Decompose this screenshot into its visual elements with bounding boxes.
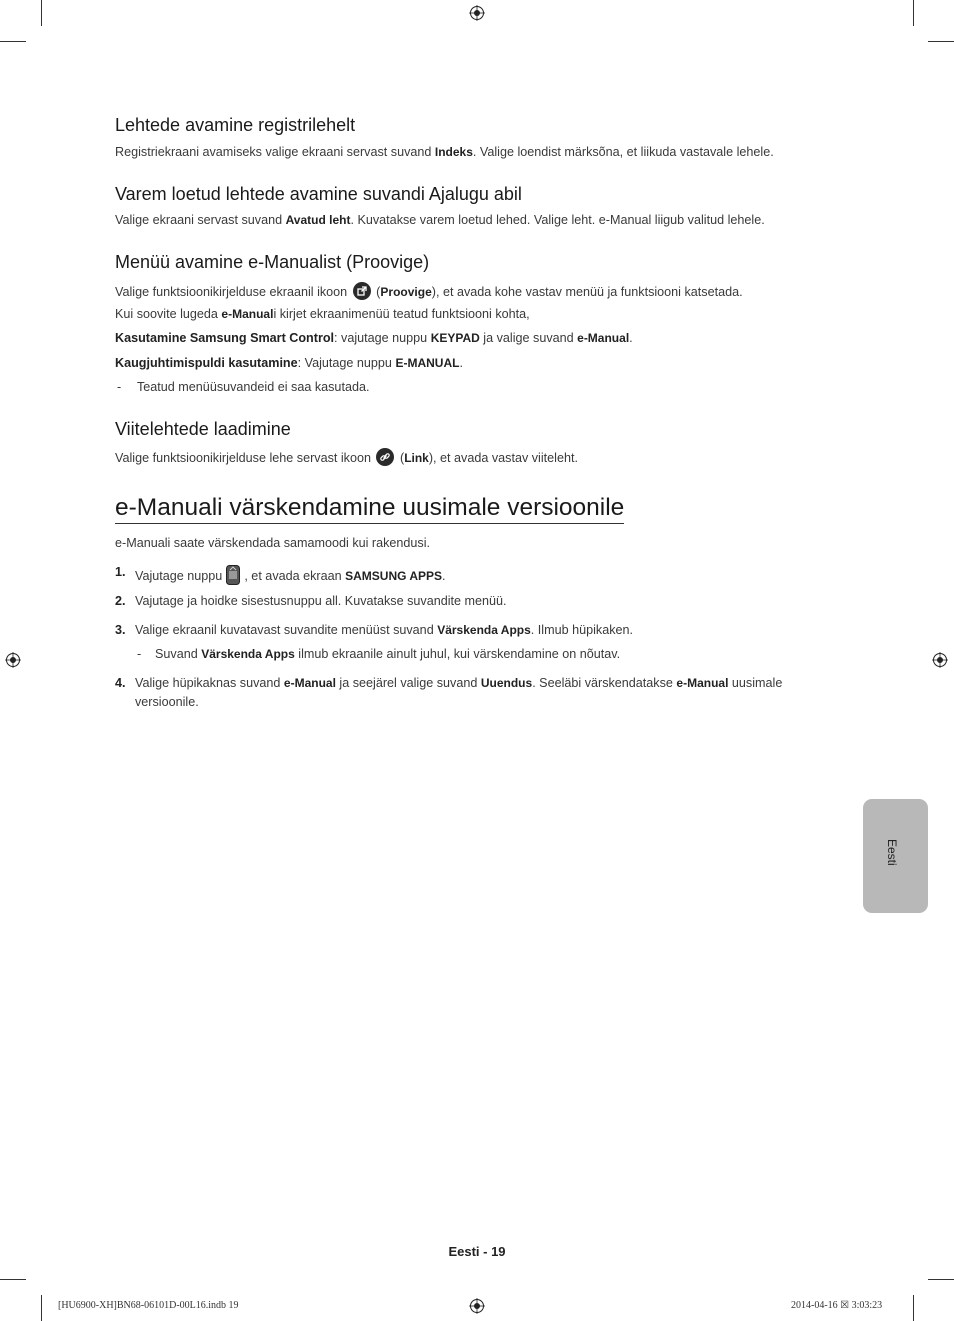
crop-mark (0, 41, 26, 42)
file-slug: [HU6900-XH]BN68-06101D-00L16.indb 19 (58, 1300, 239, 1311)
section-text: Kaugjuhtimispuldi kasutamine: Vajutage nuppu E-MANUAL. (115, 356, 463, 370)
step-note: - Suvand Värskenda Apps ilmub ekraanile ainult juhul, kui värskendamine on nõutav. (137, 647, 621, 661)
language-tab-label: Eesti (885, 839, 899, 866)
timestamp-slug: 2014-04-16 ☒ 3:03:23 (791, 1300, 883, 1311)
step-number: 2. (115, 594, 126, 608)
page-number: Eesti - 19 (448, 1244, 506, 1259)
step-text: Vajutage nuppu , et avada ekraan SAMSUNG APPS. (135, 565, 446, 585)
section-title: Lehtede avamine registrilehelt (115, 115, 356, 135)
section-text: Valige ekraani servast suvand Avatud leht. Kuvatakse varem loetud lehed. Valige leht. e-Manual liigub valitud lehele. (115, 213, 765, 227)
crop-mark (928, 41, 954, 42)
crop-mark (913, 0, 914, 26)
step-number: 1. (115, 565, 126, 579)
language-tab (863, 799, 928, 913)
link-icon (376, 448, 394, 466)
registration-mark-icon (469, 5, 485, 21)
note: - Teatud menüüsuvandeid ei saa kasutada. (117, 380, 370, 394)
intro-text: e-Manuali saate värskendada samamoodi kui rakendusi. (115, 536, 431, 550)
section-text: Valige funktsioonikirjelduse lehe servast ikoon (Link), et avada vastav viiteleht. (115, 448, 578, 466)
step-text: Valige hüpikaknas suvand e-Manual ja seejärel valige suvand Uuendus. Seeläbi värskendatakse e-Manual uusimale (135, 676, 783, 690)
registration-mark-icon (5, 652, 21, 668)
step-number: 4. (115, 676, 126, 690)
page-title: e-Manuali värskendamine uusimale versioonile (115, 494, 624, 524)
step-text: Valige ekraanil kuvatavast suvandite menüüst suvand Värskenda Apps. Ilmub hüpikaken. (135, 623, 634, 637)
step-number: 3. (115, 623, 126, 637)
crop-mark (41, 0, 42, 26)
section-title: Menüü avamine e-Manualist (Proovige) (115, 252, 430, 272)
crop-mark (0, 1279, 26, 1280)
section-text: Valige funktsioonikirjelduse ekraanil ikoon (Proovige), et avada kohe vastav menüü ja funktsiooni katsetada. (115, 282, 743, 300)
step-text: Vajutage ja hoidke sisestusnuppu all. Kuvatakse suvandite menüü. (135, 594, 507, 608)
crop-mark (928, 1279, 954, 1280)
step-text-continued: versioonile. (135, 695, 199, 709)
crop-mark (41, 1295, 42, 1321)
try-now-icon (353, 282, 371, 300)
section-title: Viitelehtede laadimine (115, 419, 291, 439)
registration-mark-icon (469, 1298, 485, 1314)
section-title: Varem loetud lehtede avamine suvandi Ajalugu abil (115, 184, 522, 204)
section-text: Registriekraani avamiseks valige ekraani servast suvand Indeks. Valige loendist märksõna, et liikuda vastavale lehele. (115, 145, 774, 159)
crop-mark (913, 1295, 914, 1321)
section-text: Kui soovite lugeda e-Manuali kirjet ekraanimenüü teatud funktsiooni kohta, (115, 307, 530, 321)
section-text: Kasutamine Samsung Smart Control: vajutage nuppu KEYPAD ja valige suvand e-Manual. (115, 331, 633, 345)
registration-mark-icon (932, 652, 948, 668)
smart-hub-button-icon (226, 565, 240, 585)
